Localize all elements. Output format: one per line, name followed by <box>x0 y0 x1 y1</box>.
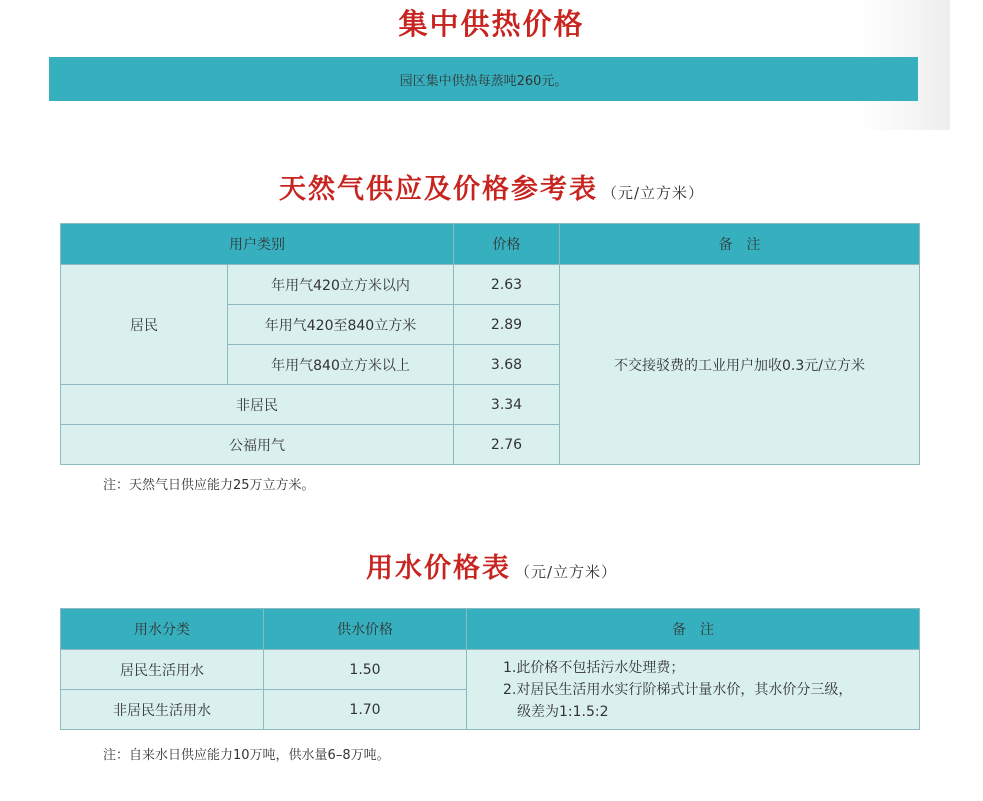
water-remark-line: 2.对居民生活用水实行阶梯式计量水价，其水价分三级， <box>503 681 853 698</box>
heating-title-text: 集中供热价格 <box>398 7 585 41</box>
gas-price: 2.63 <box>454 265 560 305</box>
water-remark-line: 级差为1:1.5:2 <box>517 703 609 720</box>
water-price: 1.50 <box>264 650 467 690</box>
public-label: 公福用气 <box>61 425 454 465</box>
gas-title <box>0 167 983 206</box>
water-title <box>0 546 983 585</box>
water-price: 1.70 <box>264 690 467 730</box>
heating-banner <box>49 57 918 101</box>
heating-title <box>0 2 983 43</box>
gas-price: 3.68 <box>454 345 560 385</box>
water-header-row <box>61 609 920 650</box>
water-header-type: 用水分类 <box>61 609 264 650</box>
table-row <box>61 265 920 305</box>
usage-tier: 年用气420至840立方米 <box>228 305 454 345</box>
water-price-table <box>60 608 920 730</box>
water-header-remark: 备 注 <box>467 609 920 650</box>
gas-header-price: 价格 <box>454 224 560 265</box>
gas-price: 3.34 <box>454 385 560 425</box>
water-title-unit: （元/立方米） <box>514 563 618 581</box>
gas-title-unit: （元/立方米） <box>601 184 705 202</box>
water-title-text: 用水价格表 <box>365 553 511 584</box>
gas-header-row <box>61 224 920 265</box>
heating-banner-text: 园区集中供热每蒸吨260元。 <box>399 73 568 89</box>
water-type: 非居民生活用水 <box>61 690 264 730</box>
resident-label: 居民 <box>61 265 228 385</box>
gas-title-text: 天然气供应及价格参考表 <box>278 174 598 205</box>
nonresident-label: 非居民 <box>61 385 454 425</box>
gas-price: 2.76 <box>454 425 560 465</box>
gas-price-table <box>60 223 920 465</box>
gas-header-remark: 备 注 <box>560 224 920 265</box>
water-remark <box>467 650 920 730</box>
gas-price: 2.89 <box>454 305 560 345</box>
water-note: 注：自来水日供应能力10万吨，供水量6–8万吨。 <box>103 748 390 763</box>
gas-remark: 不交接驳费的工业用户加收0.3元/立方米 <box>560 265 920 465</box>
gas-header-category: 用户类别 <box>61 224 454 265</box>
usage-tier: 年用气420立方米以内 <box>228 265 454 305</box>
usage-tier: 年用气840立方米以上 <box>228 345 454 385</box>
water-remark-line: 1.此价格不包括污水处理费； <box>503 659 685 676</box>
table-row <box>61 650 920 690</box>
water-type: 居民生活用水 <box>61 650 264 690</box>
water-header-price: 供水价格 <box>264 609 467 650</box>
gas-note: 注：天然气日供应能力25万立方米。 <box>103 478 315 493</box>
